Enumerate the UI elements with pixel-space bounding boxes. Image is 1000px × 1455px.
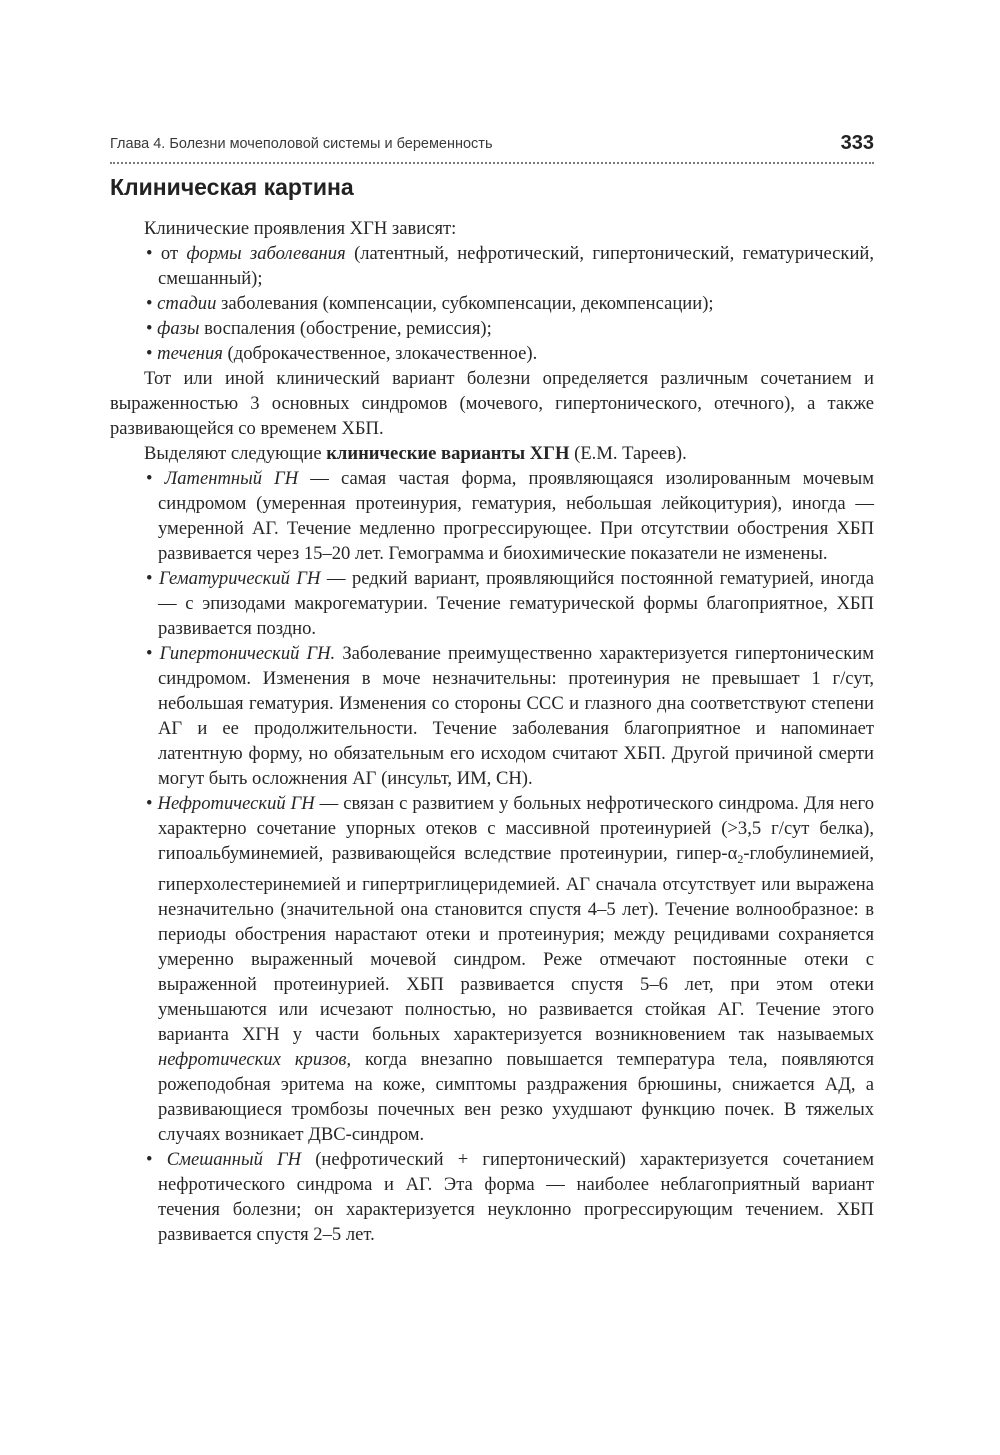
list-item: • фазы воспаления (обострение, ремиссия);	[158, 316, 874, 341]
list-item: • от формы заболевания (латентный, нефротический, гипертонический, гематурический, смешанный);	[158, 241, 874, 291]
depends-list	[110, 241, 874, 366]
running-header	[110, 132, 874, 164]
list-item: • стадии заболевания (компенсации, субкомпенсации, декомпенсации);	[158, 291, 874, 316]
variants-intro: Выделяют следующие клинические варианты ХГН (Е.М. Тареев).	[144, 443, 687, 464]
variants-list	[110, 466, 874, 1247]
chapter-title: Глава 4. Болезни мочеполовой системы и беременность	[110, 136, 493, 152]
variant-latent: • Латентный ГН — самая частая форма, проявляющаяся изолированным мочевым синдромом (умеренная протеинурия, гематурия, небольшая лейкоцитурия), иногда — умеренной АГ. Течение медленно прогрессирующее. При отсутствии обострения ХБП развивается через 15–20 лет. Гемограмма и биохимические показатели не изменены.	[158, 466, 874, 566]
variant-hematuric: • Гематурический ГН — редкий вариант, проявляющийся постоянной гематурией, иногда — с эпизодами макрогематурии. Течение гематурической формы благоприятное, ХБП развивается поздно.	[158, 566, 874, 641]
list-item: • течения (доброкачественное, злокачественное).	[158, 341, 874, 366]
body-text	[110, 216, 874, 1247]
section-heading: Клиническая картина	[110, 174, 354, 200]
page-number: 333	[840, 132, 874, 154]
syndromes-paragraph: Тот или иной клинический вариант болезни определяется различным сочетанием и выраженностью 3 основных синдромов (мочевого, гипертонического, отечного), а также развивающейся со временем ХБП.	[110, 368, 874, 439]
variant-mixed: • Смешанный ГН (нефротический + гипертонический) характеризуется сочетанием нефротического синдрома и АГ. Эта форма — наиболее неблагоприятный вариант течения болезни; он характеризуется неуклонно прогрессирующим течением. ХБП развивается спустя 2–5 лет.	[158, 1147, 874, 1247]
variant-nephrotic: • Нефротический ГН — связан с развитием у больных нефротического синдрома. Для него характерно сочетание упорных отеков с массивной протеинурией (>3,5 г/сут белка), гипоальбуминемией, развивающейся вследствие протеинурии, гипер-$\alpha_2$-глобулинемией, гиперхолестеринемией и гипертриглицеридемией. АГ сначала отсутствует или выражена незначительно (значительной она становится спустя 4–5 лет). Течение волнообразное: в периоды обострения нарастают отеки и протеинурия; между рецидивами сохраняется умеренно выраженный мочевой синдром. Реже отмечают постоянные отеки с выраженной протеинурией. ХБП развивается спустя 5–6 лет, при этом отеки уменьшаются или исчезают полностью, но развивается стойкая АГ. Течение этого варианта ХГН у части больных характеризуется возникновением так называемых нефротических кризов, когда внезапно повышается температура тела, появляются рожеподобная эритема на коже, симптомы раздражения брюшины, снижается АД, а развивающиеся тромбозы почечных вен резко ухудшают функцию почек. В тяжелых случаях возникает ДВС-синдром.	[158, 791, 874, 1147]
variant-hypertonic: • Гипертонический ГН. Заболевание преимущественно характеризуется гипертоническим синдромом. Изменения в моче незначительны: протеинурия не превышает 1 г/сут, небольшая гематурия. Изменения со стороны ССС и глазного дна соответствуют степени АГ и ее продолжительности. Течение заболевания благоприятное и напоминает латентную форму, но обязательным его исходом считают ХБП. Другой причиной смерти могут быть осложнения АГ (инсульт, ИМ, СН).	[158, 641, 874, 791]
intro-paragraph: Клинические проявления ХГН зависят:	[144, 218, 457, 239]
